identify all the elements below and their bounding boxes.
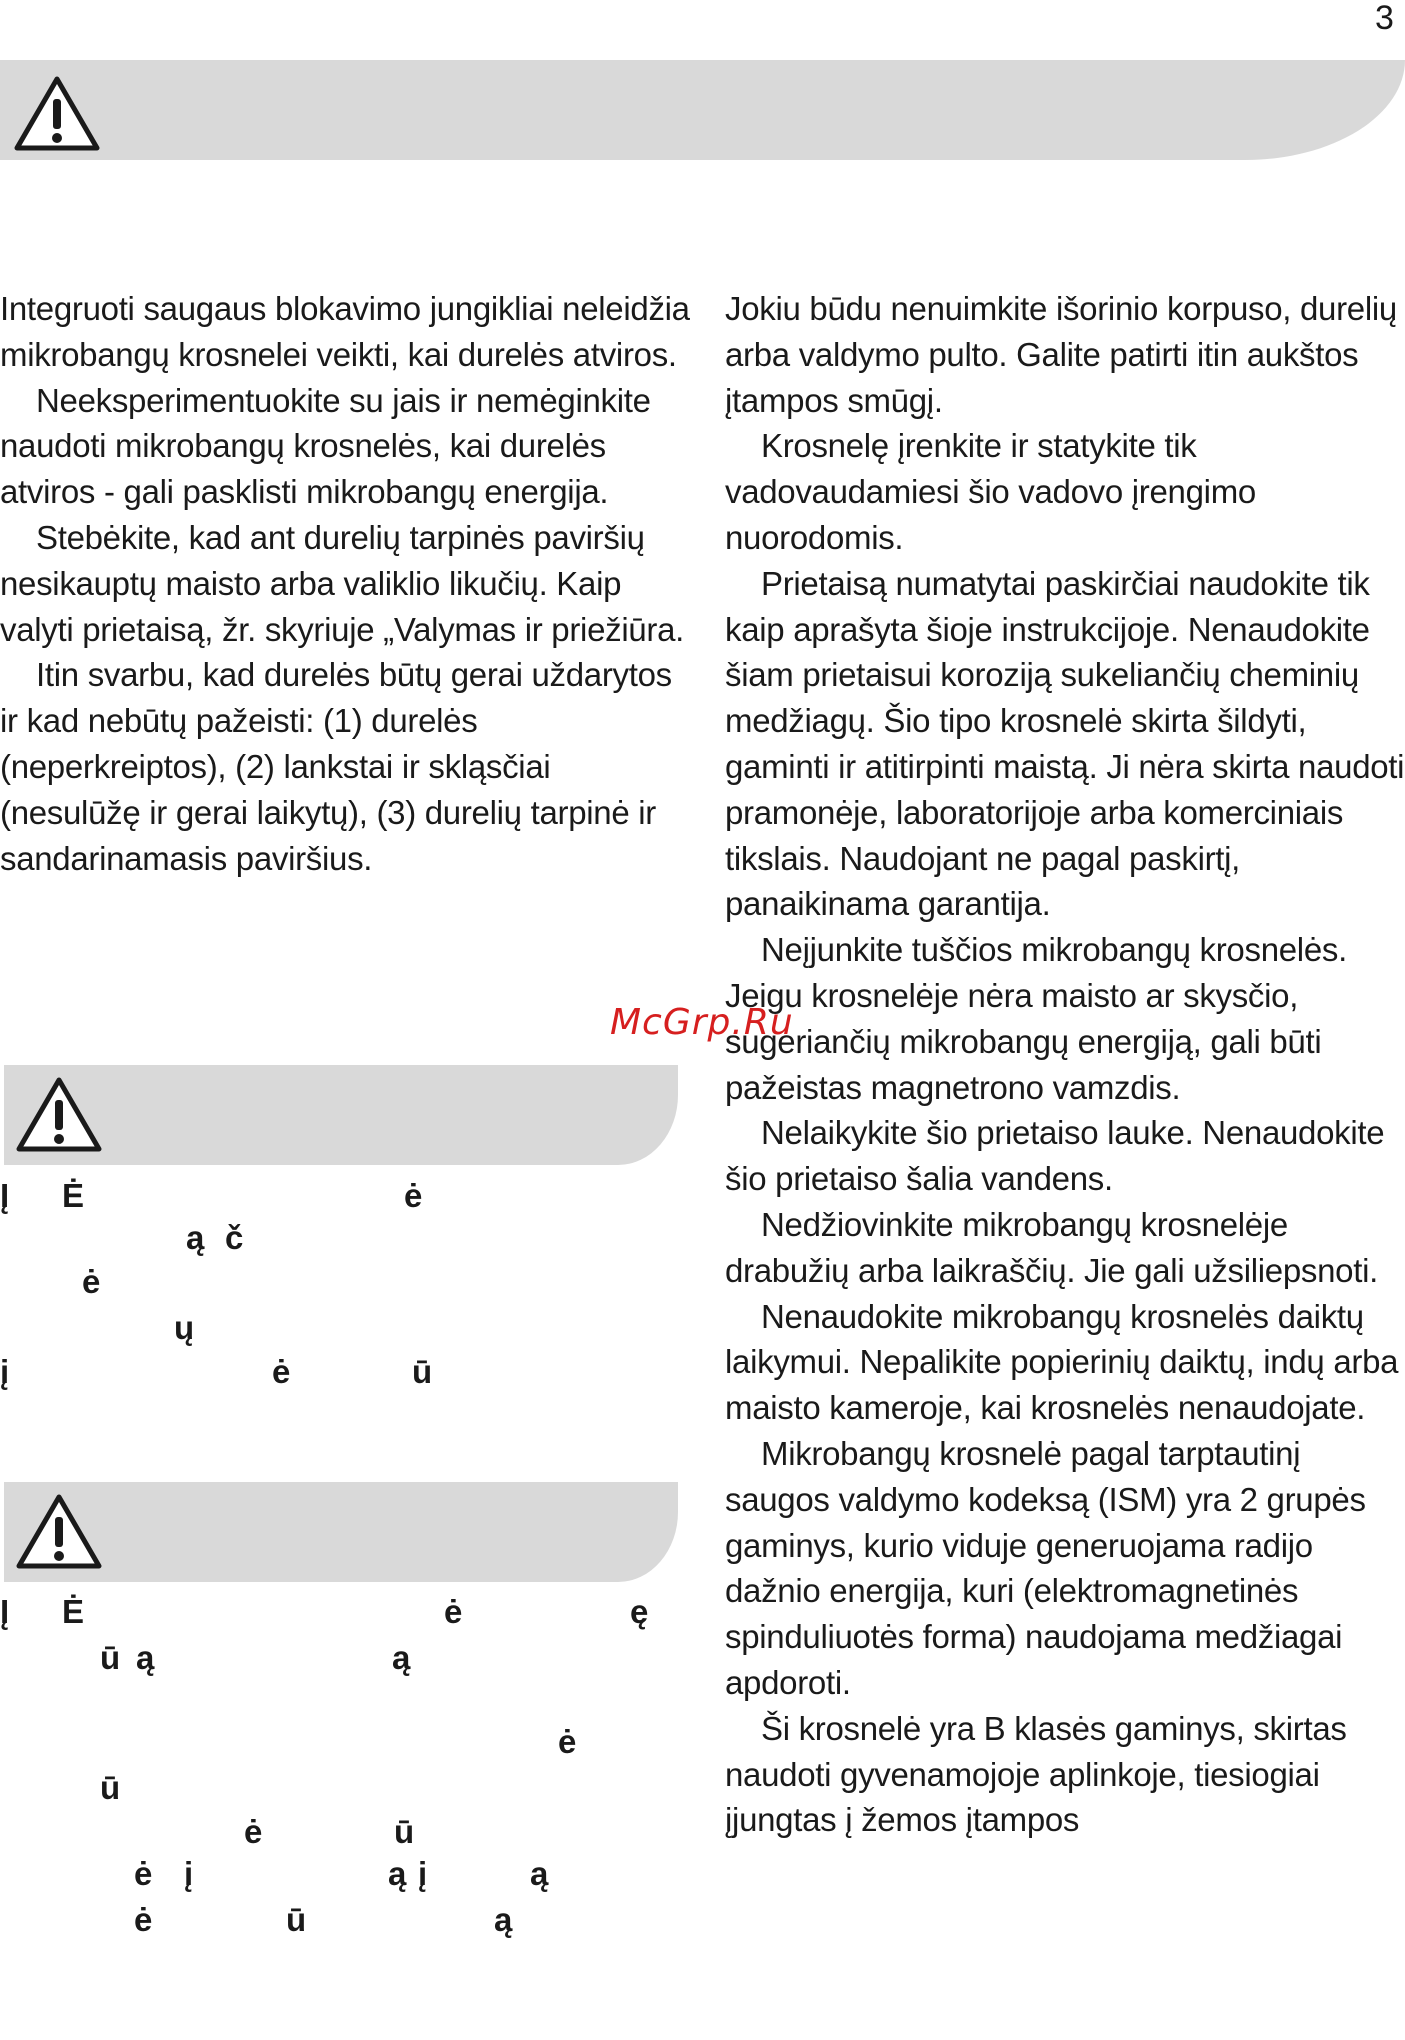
text-fragment: ė [244, 1813, 263, 1850]
text-fragment: ū [100, 1639, 121, 1676]
text-fragment: į [0, 1353, 10, 1390]
warning-box-2 [4, 1482, 678, 1582]
text-fragment: ą [136, 1639, 155, 1676]
text-fragment: ė [134, 1855, 153, 1892]
text-fragment: ū [286, 1901, 307, 1938]
text-fragment: ą [388, 1855, 407, 1892]
text-fragment: ė [272, 1353, 291, 1390]
text-fragment: ū [100, 1769, 121, 1806]
text-fragment: ą [530, 1855, 549, 1892]
paragraph: Prietaisą numatytai paskirčiai naudokite tik kaip aprašyta šioje instrukcijoje. Nenaudokite šiam prietaisui koroziją sukeliančių cheminių medžiagų. Šio tipo krosnelė skirta šildyti, gaminti ir atitirpinti maistą. Ji nėra skirta naudoti pramonėje, laboratorijoje arba komerciniais tikslais. Naudojant ne pagal paskirtį, panaikinama garantija. [725, 564, 1405, 923]
paragraph: Nedžiovinkite mikrobangų krosnelėje drabužių arba laikraščių. Jie gali užsiliepsnoti. [725, 1205, 1378, 1289]
paragraph: Krosnelę įrenkite ir statykite tik vadovaudamiesi šio vadovo įrengimo nuorodomis. [725, 427, 1256, 556]
warning-triangle-icon [12, 74, 102, 159]
text-fragment: ą [494, 1901, 513, 1938]
text-fragment: ū [412, 1353, 433, 1390]
paragraph: Integruoti saugaus blokavimo jungikliai neleidžia mikrobangų krosnelei veikti, kai durelės atviros. [0, 290, 690, 373]
paragraph: Neįjunkite tuščios mikrobangų krosnelės. Jeigu krosnelėje nėra maisto ar skysčio, sugeriančių mikrobangų energiją, gali būti pažeistas magnetrono vamzdis. [725, 931, 1347, 1106]
text-fragment: Į [0, 1593, 10, 1630]
text-fragment: ė [134, 1901, 153, 1938]
text-fragment: ū [394, 1813, 415, 1850]
page-number: 3 [1375, 0, 1394, 37]
paragraph: Nelaikykite šio prietaiso lauke. Nenaudokite šio prietaiso šalia vandens. [725, 1114, 1385, 1198]
paragraph: Stebėkite, kad ant durelių tarpinės paviršių nesikauptų maisto arba valiklio likučių. Kaip valyti prietaisą, žr. skyriuje „Valymas ir priežiūra. [0, 518, 685, 648]
paragraph: Ši krosnelė yra B klasės gaminys, skirtas naudoti gyvenamojoje aplinkoje, tiesiogiai įjungtas į žemos įtampos [725, 1709, 1347, 1839]
paragraph: Mikrobangų krosnelė pagal tarptautinį saugos valdymo kodeksą (ISM) yra 2 grupės gaminys, kurio viduje generuojama radijo dažnio energija, kuri (elektromagnetinės spinduliuotės forma) naudojama medžiagai apdoroti. [725, 1434, 1366, 1701]
left-text-column [0, 286, 690, 881]
paragraph: Jokiu būdu nenuimkite išorinio korpuso, durelių arba valdymo pulto. Galite patirti itin aukštos įtampos smūgį. [725, 290, 1397, 419]
text-fragment: č [225, 1219, 244, 1256]
text-fragment: Ė [62, 1177, 85, 1214]
paragraph: Nenaudokite mikrobangų krosnelės daiktų laikymui. Nepalikite popierinių daiktų, indų arba maisto kameroje, kai krosnelės nenaudojate. [725, 1297, 1399, 1427]
paragraph: Itin svarbu, kad durelės būtų gerai uždarytos ir kad nebūtų pažeisti: (1) durelės (neperkreiptos), (2) lankstai ir skląsčiai (nesulūžę ir gerai laikytų), (3) durelių tarpinė ir sandarinamasis paviršius. [0, 656, 672, 877]
text-fragment: ų [174, 1309, 195, 1346]
warning-box-1 [4, 1065, 678, 1165]
text-fragment: ė [82, 1263, 101, 1300]
text-fragment: į [418, 1855, 428, 1892]
warning-triangle-icon [14, 1075, 104, 1160]
text-fragment: ė [444, 1593, 463, 1630]
right-text-column [725, 286, 1405, 1843]
text-fragment: Į [0, 1177, 10, 1214]
warning-triangle-icon [14, 1492, 104, 1577]
text-fragment: į [184, 1855, 194, 1892]
text-fragment: ė [404, 1177, 423, 1214]
text-fragment: ę [630, 1593, 649, 1630]
watermark: McGrp.Ru [610, 1002, 794, 1043]
text-fragment: ė [558, 1723, 577, 1760]
header-warning-band [0, 60, 1405, 160]
paragraph: Neeksperimentuokite su jais ir nemėginkite naudoti mikrobangų krosnelės, kai durelės atviros - gali pasklisti mikrobangų energija. [0, 381, 651, 511]
text-fragment: Ė [62, 1593, 85, 1630]
text-fragment: ą [392, 1639, 411, 1676]
text-fragment: ą [186, 1219, 205, 1256]
